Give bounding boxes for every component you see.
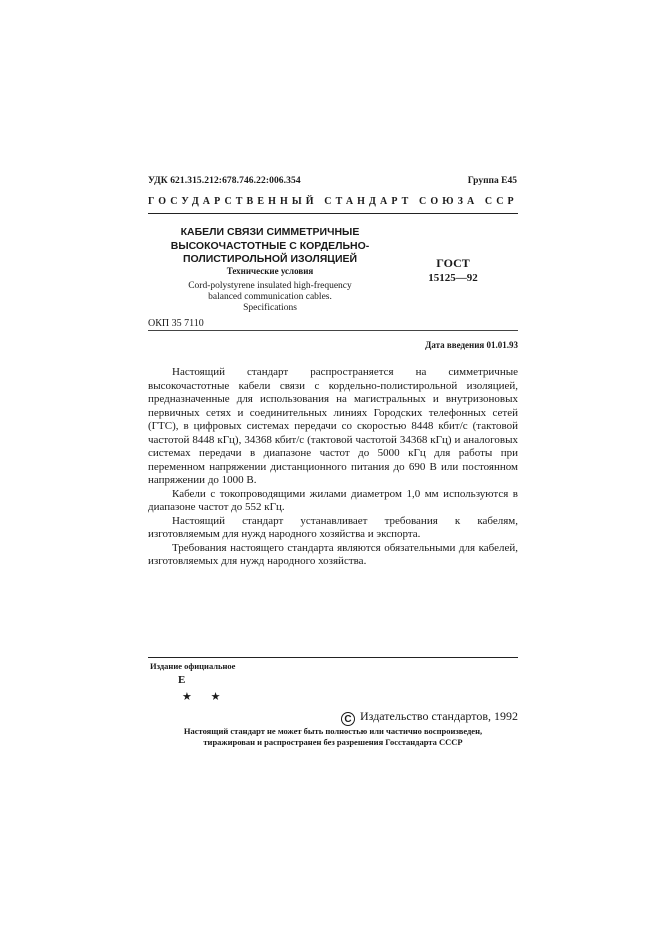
- copyright-text: Издательство стандартов, 1992: [360, 709, 518, 723]
- body-text: [148, 366, 518, 569]
- title-line: ВЫСОКОЧАСТОТНЫЕ С КОРДЕЛЬНО-: [170, 239, 370, 252]
- title-en-line: Specifications: [243, 303, 297, 313]
- okp-code: ОКП 35 7110: [148, 318, 204, 329]
- paragraph: Кабели с токопроводящими жилами диаметром 1,0 мм используются в диапазоне частот до 552 кГц.: [148, 487, 518, 513]
- document-title-en: [160, 281, 380, 314]
- title-en-line: Cord-polystyrene insulated high-frequency: [188, 281, 352, 291]
- document-title: [160, 226, 380, 267]
- gost-number: 15125—92: [428, 272, 478, 284]
- paragraph: Настоящий стандарт распространяется на симметричные высокочастотные кабели связи с кордельно-полистирольной изоляцией, предназначенные для использования на магистральных и внутризоновых первичных сетях и соединительных линиях Городских телефонных сетей (ГТС), в цифровых системах передачи со скоростью 8448 кбит/с (тактовой частотой 8448 кГц), 34368 кбит/с (тактовой частотой 34368 кГц) и аналоговых системах передачи в диапазоне частот до 5000 кГц для работы при переменном напряжении дистанционного питания до 690 В или постоянном напряжении до 1000 В.: [148, 366, 518, 486]
- reproduction-notice: [148, 726, 518, 748]
- paragraph: Настоящий стандарт устанавливает требования к кабелям, изготовляемым для нужд народного хозяйства и экспорта.: [148, 514, 518, 540]
- udk-code: УДК 621.315.212:678.746.22:006.354: [148, 176, 301, 186]
- specifications-ru: Технические условия: [226, 266, 314, 276]
- paragraph: Требования настоящего стандарта являются обязательными для кабелей, изготовляемых для нужд народного хозяйства.: [148, 541, 518, 567]
- notice-line: тиражирован и распространен без разрешения Госстандарта СССР: [203, 737, 463, 747]
- gost-label: ГОСТ: [436, 256, 470, 270]
- copyright-line: [341, 709, 518, 726]
- edition-label: Издание официальное: [150, 661, 236, 671]
- title-line: ПОЛИСТИРОЛЬНОЙ ИЗОЛЯЦИЕЙ: [182, 253, 358, 265]
- notice-line: Настоящий стандарт не может быть полностью или частично воспроизведен,: [183, 726, 483, 736]
- group-code: Группа Е45: [467, 176, 517, 186]
- title-en-line: balanced communication cables.: [208, 292, 332, 302]
- edition-letter: Е: [178, 674, 186, 686]
- bottom-divider: [148, 657, 518, 658]
- state-standard-heading: ГОСУДАРСТВЕННЫЙ СТАНДАРТ СОЮЗА ССР: [148, 196, 518, 207]
- introduction-date: Дата введения 01.01.93: [425, 340, 518, 350]
- stars-mark: ★ ★: [182, 691, 229, 703]
- top-divider: [148, 213, 518, 214]
- title-line: КАБЕЛИ СВЯЗИ СИММЕТРИЧНЫЕ: [180, 226, 360, 238]
- copyright-icon: C: [341, 712, 355, 726]
- middle-divider: [148, 330, 518, 331]
